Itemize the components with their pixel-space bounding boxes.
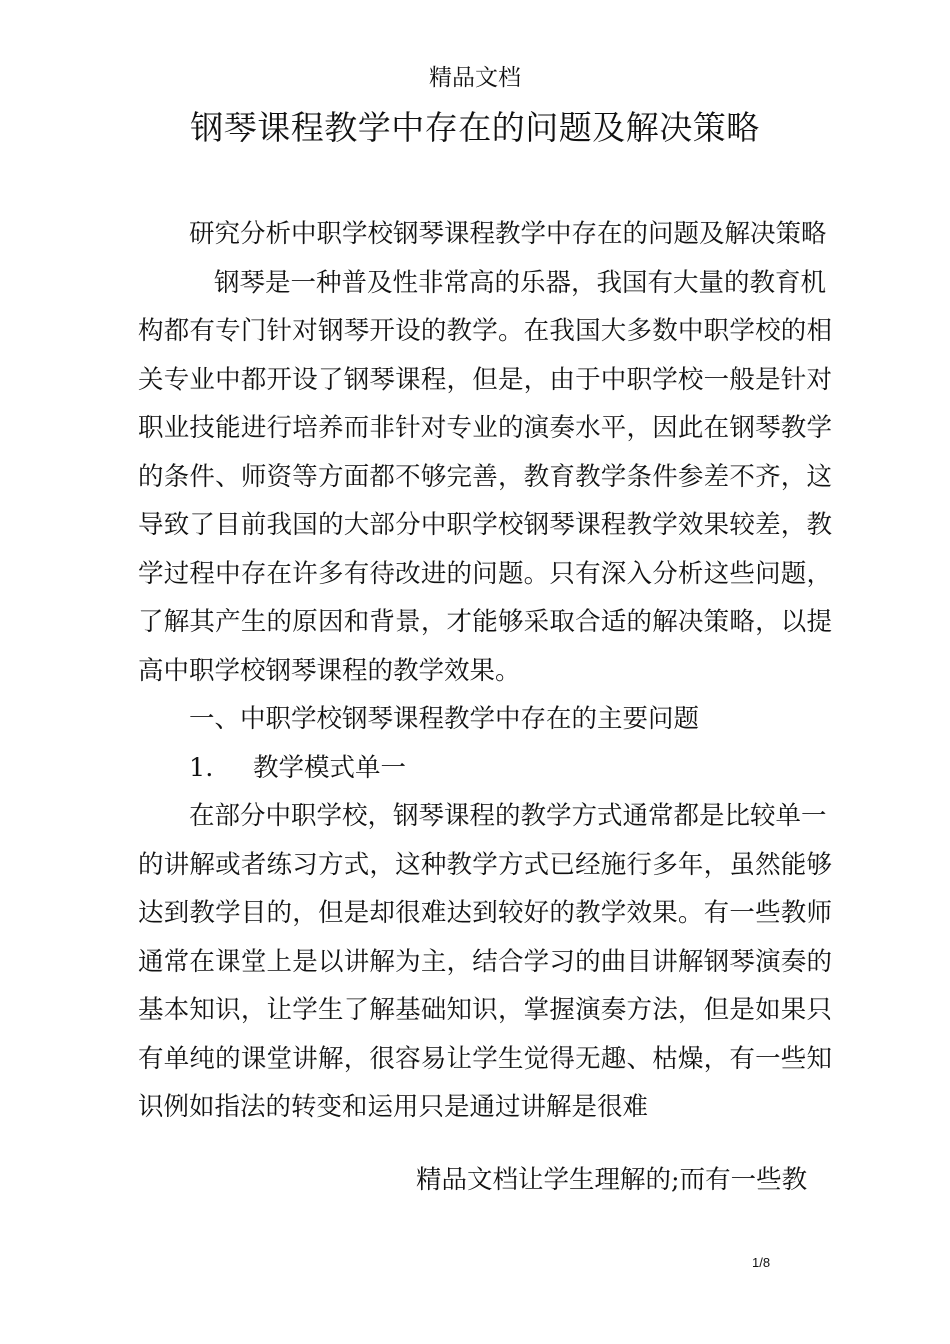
paragraph-line: 职业技能进行培养而非针对专业的演奏水平，因此在钢琴教学 (138, 413, 832, 443)
document-title: 钢琴课程教学中存在的问题及解决策略 (190, 108, 760, 147)
item-label: 教学模式单一 (253, 752, 407, 783)
paragraph-line: 高中职学校钢琴课程的教学效果。 (138, 655, 521, 686)
section-heading: 一、中职学校钢琴课程教学中存在的主要问题 (189, 704, 700, 734)
document-body (138, 210, 832, 1132)
paragraph-line: 关专业中都开设了钢琴课程，但是，由于中职学校一般是针对 (138, 364, 832, 395)
paragraph-line: 识例如指法的转变和运用只是通过讲解是很难 (138, 1092, 649, 1122)
paragraph-line: 的条件、师资等方面都不够完善，教育教学条件参差不齐，这 (138, 461, 832, 492)
paragraph-line: 的讲解或者练习方式，这种教学方式已经施行多年，虽然能够 (138, 849, 832, 880)
item-number: 1. (189, 752, 214, 783)
paragraph-line: 有单纯的课堂讲解，很容易让学生觉得无趣、枯燥，有一些知 (138, 1043, 832, 1074)
footer-text: 精品文档让学生理解的;而有一些教 (416, 1165, 808, 1195)
subtitle: 研究分析中职学校钢琴课程教学中存在的问题及解决策略 (189, 219, 827, 249)
paragraph-line: 通常在课堂上是以讲解为主，结合学习的曲目讲解钢琴演奏的 (138, 946, 832, 977)
paragraph-line: 构都有专门针对钢琴开设的教学。在我国大多数中职学校的相 (138, 316, 832, 346)
paragraph-line: 基本知识，让学生了解基础知识，掌握演奏方法，但是如果只 (138, 995, 832, 1025)
numbered-heading (138, 744, 832, 793)
paragraph-line: 钢琴是一种普及性非常高的乐器，我国有大量的教育机 (214, 267, 827, 298)
paragraph-line: 了解其产生的原因和背景，才能够采取合适的解决策略，以提 (138, 607, 832, 637)
paragraph-line: 在部分中职学校，钢琴课程的教学方式通常都是比较单一 (189, 801, 827, 831)
page-number: 1/8 (752, 1255, 771, 1270)
header-tag: 精品文档 (429, 65, 521, 91)
paragraph-line: 导致了目前我国的大部分中职学校钢琴课程教学效果较差，教 (138, 510, 832, 540)
paragraph-line: 达到教学目的，但是却很难达到较好的教学效果。有一些教师 (138, 898, 832, 928)
paragraph-line: 学过程中存在许多有待改进的问题。只有深入分析这些问题， (138, 558, 832, 589)
